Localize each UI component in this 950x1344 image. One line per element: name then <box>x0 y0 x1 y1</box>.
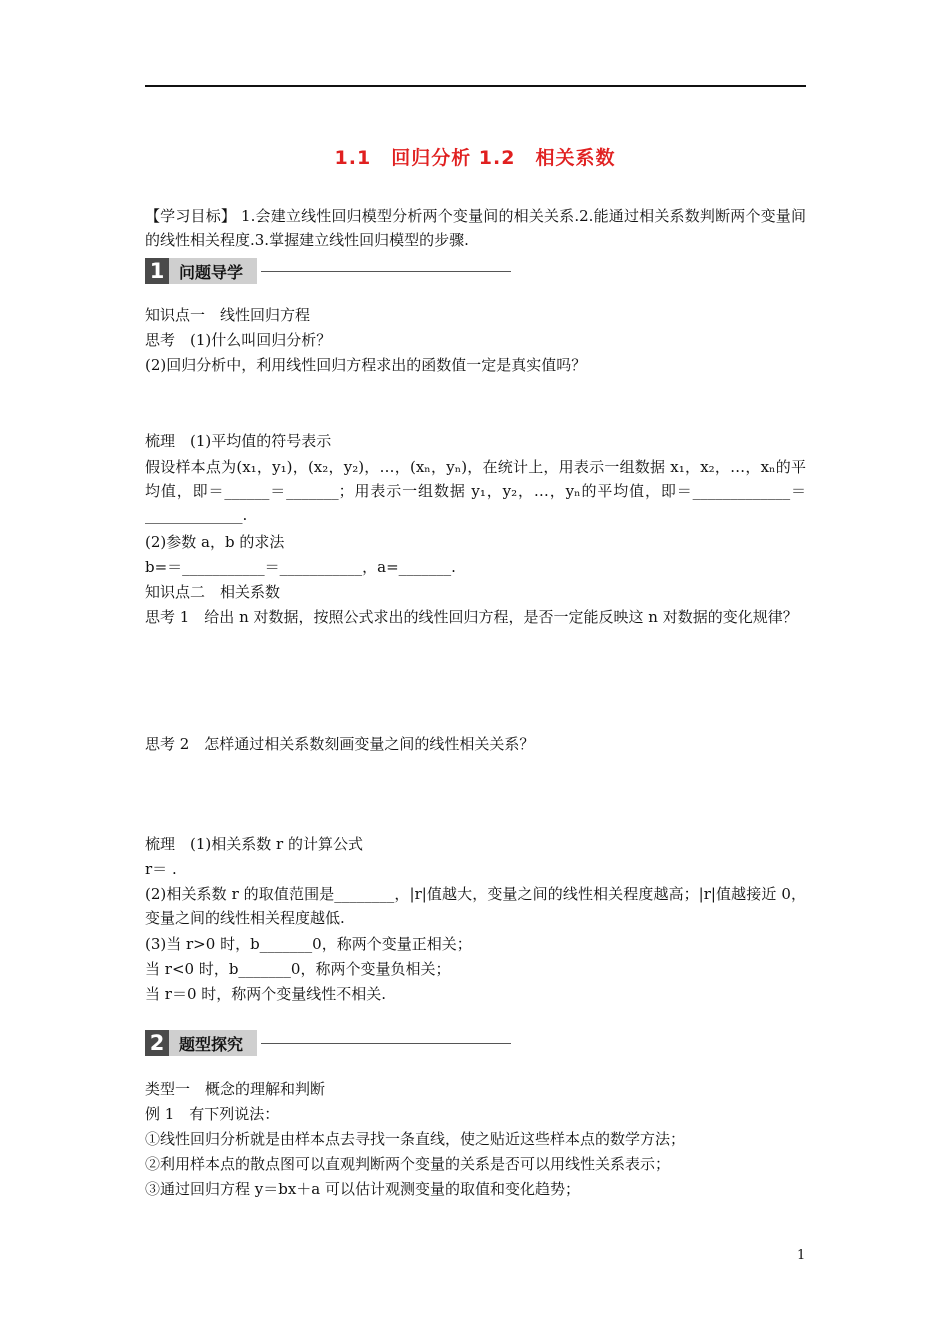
example-heading: 例 1 有下列说法： <box>145 1105 280 1123</box>
section-rule <box>261 1043 511 1044</box>
summary-heading: 梳理 (1)平均值的符号表示 <box>145 432 332 450</box>
summary-heading-2: 梳理 (1)相关系数 r 的计算公式 <box>145 835 363 853</box>
parameter-heading: (2)参数 a，b 的求法 <box>145 533 285 551</box>
header-rule <box>145 85 806 87</box>
think-question-1: 思考 1 给出 n 对数据，按照公式求出的线性回归方程，是否一定能反映这 n 对数据的变化规律？ <box>145 608 798 626</box>
positive-correlation: (3)当 r>0 时，b_______0，称两个变量正相关； <box>145 935 472 953</box>
r-formula: r＝ . <box>145 860 177 878</box>
type-heading: 类型一 概念的理解和判断 <box>145 1080 326 1098</box>
section-rule <box>261 271 511 272</box>
no-correlation: 当 r＝0 时，称两个变量线性不相关. <box>145 985 387 1003</box>
learning-objectives: 【学习目标】 1.会建立线性回归模型分析两个变量间的相关关系.2.能通过相关系数判断两个变量间的线性相关程度.3.掌握建立线性回归模型的步骤. <box>145 207 806 249</box>
section-number: 1 <box>145 258 169 284</box>
statement-2: ②利用样本点的散点图可以直观判断两个变量的关系是否可以用线性关系表示； <box>145 1155 671 1173</box>
parameter-formula: b=＝___________＝___________，a=_______. <box>145 558 456 576</box>
r-range: (2)相关系数 r 的取值范围是________，|r|值越大，变量之间的线性相关程度越高；|r|值越接近 0，变量之间的线性相关程度越低. <box>145 885 806 927</box>
think-question: 思考 (1)什么叫回归分析？ <box>145 331 332 349</box>
knowledge-point-2: 知识点二 相关系数 <box>145 583 281 601</box>
section-label: 题型探究 <box>169 1030 257 1056</box>
think-question: (2)回归分析中，利用线性回归方程求出的函数值一定是真实值吗？ <box>145 356 587 374</box>
page-number: 1 <box>797 1248 806 1263</box>
page-title: 1.1 回归分析 1.2 相关系数 <box>334 147 616 169</box>
think-question-2: 思考 2 怎样通过相关系数刻画变量之间的线性相关关系？ <box>145 735 535 753</box>
section-header-2 <box>145 1030 511 1056</box>
knowledge-point-1: 知识点一 线性回归方程 <box>145 306 311 324</box>
section-label: 问题导学 <box>169 258 257 284</box>
negative-correlation: 当 r<0 时，b_______0，称两个变量负相关； <box>145 960 451 978</box>
mean-definition: 假设样本点为(x₁，y₁)，(x₂，y₂)，…，(xₙ，yₙ)，在统计上，用表示一组数据 x₁，x₂，…，xₙ的平均值，即＝______＝_______；用表示一组数据 y₁，y₂，…，yₙ的平均值，即＝_____________＝_____________. <box>145 458 806 524</box>
statement-3: ③通过回归方程 y＝bx＋a 可以估计观测变量的取值和变化趋势； <box>145 1180 581 1198</box>
statement-1: ①线性回归分析就是由样本点去寻找一条直线，使之贴近这些样本点的数学方法； <box>145 1130 686 1148</box>
section-number: 2 <box>145 1030 169 1056</box>
section-header-1 <box>145 258 511 284</box>
